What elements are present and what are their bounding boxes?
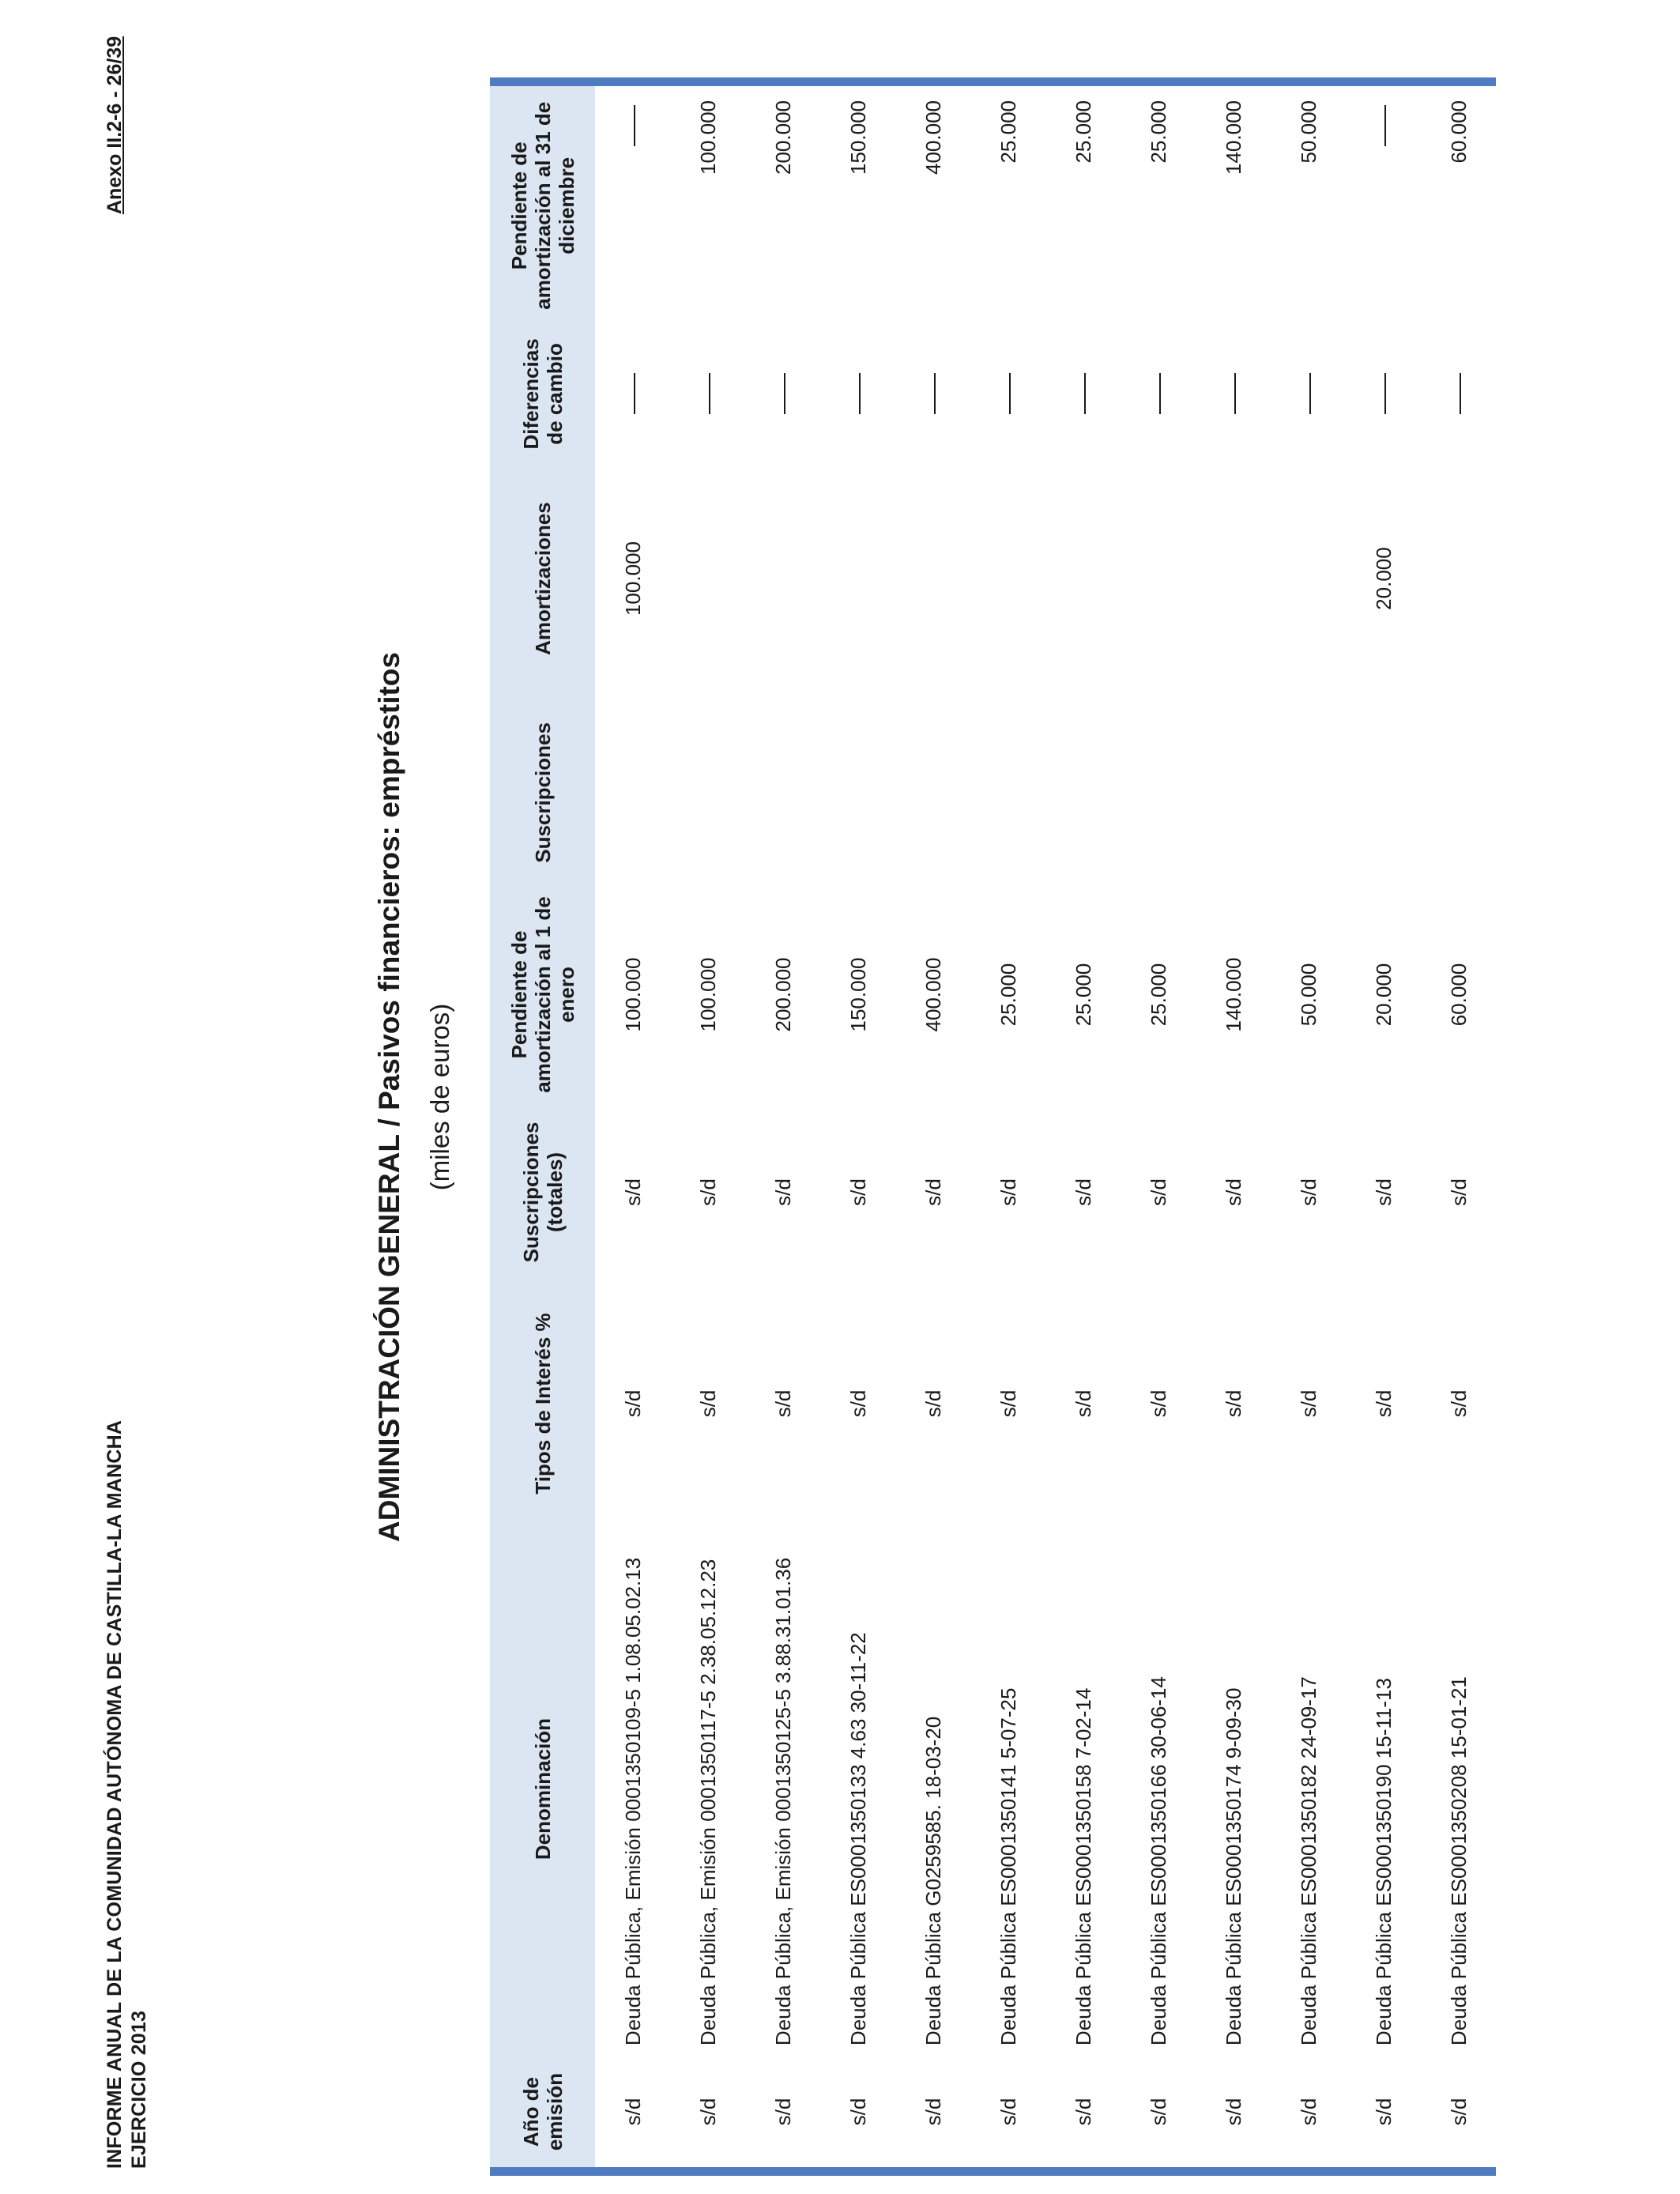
cell-suscripciones bbox=[1421, 695, 1496, 891]
cell-diferencias-cambio bbox=[895, 326, 970, 463]
cell-pendiente-diciembre: 50.000 bbox=[1296, 100, 1320, 164]
nil-dash bbox=[859, 373, 861, 414]
cell-pendiente-enero: 25.000 bbox=[1146, 963, 1170, 1027]
cell-denominacion: Deuda Pública, Emisión 0001350117-5 2.38.05.12.23 bbox=[695, 1559, 720, 2046]
cell-suscripciones bbox=[745, 695, 820, 891]
table-row bbox=[595, 86, 670, 2167]
cell-suscripciones-totales: s/d bbox=[1221, 1178, 1245, 1206]
nil-dash bbox=[1384, 373, 1386, 414]
nil-dash bbox=[1159, 373, 1161, 414]
cell-pendiente-diciembre: 140.000 bbox=[1221, 100, 1245, 175]
annex-reference: Anexo II.2-6 - 26/39 bbox=[104, 36, 126, 214]
cell-interes: s/d bbox=[1146, 1389, 1170, 1418]
cell-pendiente-enero: 50.000 bbox=[1296, 963, 1320, 1027]
column-header: Amortizaciones bbox=[490, 462, 595, 694]
cell-denominacion: Deuda Pública ES0001350190 15-11-13 bbox=[1371, 1678, 1396, 2046]
cell-pendiente-enero: 100.000 bbox=[695, 957, 720, 1032]
column-header: Suscripciones (totales) bbox=[490, 1099, 595, 1286]
cell-denominacion: Deuda Pública G0259585. 18-03-20 bbox=[921, 1716, 945, 2046]
cell-pendiente-enero: 140.000 bbox=[1221, 957, 1245, 1032]
cell-denominacion: Deuda Pública ES0001350141 5-07-25 bbox=[996, 1687, 1020, 2046]
cell-suscripciones bbox=[1045, 695, 1121, 891]
cell-suscripciones-totales: s/d bbox=[1146, 1178, 1170, 1206]
cell-diferencias-cambio bbox=[1121, 326, 1196, 463]
table-row bbox=[1346, 86, 1421, 2167]
debt-table-frame bbox=[490, 77, 1496, 2176]
cell-pendiente-diciembre bbox=[1346, 86, 1421, 326]
page-title: ADMINISTRACIÓN GENERAL / Pasivos financieros: empréstitos bbox=[373, 652, 405, 1542]
column-header: Tipos de Interés % bbox=[490, 1286, 595, 1521]
cell-anio: s/d bbox=[770, 2098, 795, 2126]
cell-diferencias-cambio bbox=[670, 326, 745, 463]
table-row bbox=[970, 86, 1045, 2167]
cell-pendiente-enero: 200.000 bbox=[770, 957, 795, 1032]
cell-amortizaciones bbox=[1045, 462, 1121, 694]
cell-denominacion: Deuda Pública ES0001350133 4.63 30-11-22 bbox=[846, 1632, 870, 2046]
cell-suscripciones bbox=[1346, 695, 1421, 891]
nil-dash bbox=[934, 373, 936, 414]
cell-pendiente-diciembre: 100.000 bbox=[695, 100, 720, 175]
report-header bbox=[103, 1420, 152, 2169]
cell-anio: s/d bbox=[695, 2098, 720, 2126]
cell-interes: s/d bbox=[996, 1389, 1020, 1418]
cell-anio: s/d bbox=[921, 2098, 945, 2126]
table-header-row bbox=[490, 86, 595, 2167]
cell-suscripciones-totales: s/d bbox=[770, 1178, 795, 1206]
cell-suscripciones-totales: s/d bbox=[996, 1178, 1020, 1206]
cell-suscripciones-totales: s/d bbox=[695, 1178, 720, 1206]
cell-suscripciones bbox=[820, 695, 895, 891]
cell-pendiente-diciembre: 150.000 bbox=[846, 100, 870, 175]
cell-suscripciones bbox=[670, 695, 745, 891]
page-subtitle: (miles de euros) bbox=[425, 1003, 454, 1191]
cell-interes: s/d bbox=[1446, 1389, 1471, 1418]
cell-suscripciones bbox=[595, 695, 670, 891]
cell-denominacion: Deuda Pública ES0001350166 30-06-14 bbox=[1146, 1676, 1170, 2046]
cell-suscripciones bbox=[970, 695, 1045, 891]
cell-interes: s/d bbox=[846, 1389, 870, 1418]
cell-interes: s/d bbox=[1296, 1389, 1320, 1418]
cell-suscripciones-totales: s/d bbox=[620, 1178, 645, 1206]
cell-amortizaciones bbox=[820, 462, 895, 694]
table-row bbox=[820, 86, 895, 2167]
table-row bbox=[745, 86, 820, 2167]
cell-pendiente-enero: 150.000 bbox=[846, 957, 870, 1032]
report-title: INFORME ANUAL DE LA COMUNIDAD AUTÓNOMA DE CASTILLA-LA MANCHA bbox=[104, 1419, 126, 2169]
cell-anio: s/d bbox=[1446, 2098, 1471, 2126]
cell-pendiente-enero: 25.000 bbox=[996, 963, 1020, 1027]
column-header: Pendiente de amortización al 1 de enero bbox=[490, 891, 595, 1099]
cell-amortizaciones bbox=[1271, 462, 1346, 694]
cell-suscripciones bbox=[1196, 695, 1271, 891]
column-header: Denominación bbox=[490, 1521, 595, 2056]
cell-diferencias-cambio bbox=[1421, 326, 1496, 463]
nil-dash bbox=[634, 105, 635, 146]
cell-suscripciones-totales: s/d bbox=[846, 1178, 870, 1206]
cell-anio: s/d bbox=[1221, 2098, 1245, 2126]
nil-dash bbox=[1309, 373, 1311, 414]
cell-anio: s/d bbox=[1146, 2098, 1170, 2126]
nil-dash bbox=[634, 373, 635, 414]
cell-suscripciones bbox=[1121, 695, 1196, 891]
cell-anio: s/d bbox=[996, 2098, 1020, 2126]
cell-pendiente-enero: 25.000 bbox=[1071, 963, 1095, 1027]
cell-amortizaciones bbox=[970, 462, 1045, 694]
cell-suscripciones-totales: s/d bbox=[1446, 1178, 1471, 1206]
nil-dash bbox=[1009, 373, 1011, 414]
cell-suscripciones-totales: s/d bbox=[921, 1178, 945, 1206]
cell-pendiente-enero: 400.000 bbox=[921, 957, 945, 1032]
cell-interes: s/d bbox=[921, 1389, 945, 1418]
table-row bbox=[895, 86, 970, 2167]
cell-amortizaciones bbox=[1196, 462, 1271, 694]
table-row bbox=[1196, 86, 1271, 2167]
column-header: Pendiente de amortización al 31 de diciembre bbox=[490, 86, 595, 326]
nil-dash bbox=[1234, 373, 1236, 414]
cell-interes: s/d bbox=[1371, 1389, 1396, 1418]
cell-diferencias-cambio bbox=[1346, 326, 1421, 463]
table-row bbox=[670, 86, 745, 2167]
column-header: Suscripciones bbox=[490, 695, 595, 891]
cell-diferencias-cambio bbox=[1045, 326, 1121, 463]
cell-pendiente-diciembre: 25.000 bbox=[996, 100, 1020, 164]
cell-amortizaciones bbox=[895, 462, 970, 694]
table-body bbox=[595, 86, 1496, 2167]
cell-interes: s/d bbox=[770, 1389, 795, 1418]
cell-pendiente-enero: 20.000 bbox=[1371, 963, 1396, 1027]
cell-suscripciones-totales: s/d bbox=[1371, 1178, 1396, 1206]
cell-diferencias-cambio bbox=[1196, 326, 1271, 463]
cell-denominacion: Deuda Pública ES0001350158 7-02-14 bbox=[1071, 1687, 1095, 2046]
table-row bbox=[1271, 86, 1346, 2167]
nil-dash bbox=[1460, 373, 1461, 414]
cell-anio: s/d bbox=[1296, 2098, 1320, 2126]
cell-amortizaciones: 20.000 bbox=[1371, 547, 1396, 610]
cell-anio: s/d bbox=[846, 2098, 870, 2126]
table-row bbox=[1421, 86, 1496, 2167]
cell-pendiente-diciembre: 25.000 bbox=[1146, 100, 1170, 164]
cell-denominacion: Deuda Pública ES0001350174 9-09-30 bbox=[1221, 1687, 1245, 2046]
cell-diferencias-cambio bbox=[745, 326, 820, 463]
cell-suscripciones-totales: s/d bbox=[1071, 1178, 1095, 1206]
debt-table bbox=[490, 86, 1496, 2167]
cell-suscripciones bbox=[895, 695, 970, 891]
cell-diferencias-cambio bbox=[970, 326, 1045, 463]
nil-dash bbox=[709, 373, 710, 414]
cell-denominacion: Deuda Pública, Emisión 0001350109-5 1.08.05.02.13 bbox=[620, 1557, 645, 2046]
cell-pendiente-diciembre: 60.000 bbox=[1446, 100, 1471, 164]
cell-pendiente-diciembre: 25.000 bbox=[1071, 100, 1095, 164]
nil-dash bbox=[1384, 105, 1386, 146]
cell-diferencias-cambio bbox=[820, 326, 895, 463]
cell-denominacion: Deuda Pública ES0001350182 24-09-17 bbox=[1296, 1676, 1320, 2046]
cell-anio: s/d bbox=[1071, 2098, 1095, 2126]
nil-dash bbox=[784, 373, 785, 414]
cell-interes: s/d bbox=[620, 1389, 645, 1418]
cell-diferencias-cambio bbox=[1271, 326, 1346, 463]
exercise-year: EJERCICIO 2013 bbox=[128, 2010, 150, 2169]
table-row bbox=[1045, 86, 1121, 2167]
cell-amortizaciones: 100.000 bbox=[620, 541, 645, 616]
cell-pendiente-diciembre bbox=[595, 86, 670, 326]
cell-interes: s/d bbox=[695, 1389, 720, 1418]
nil-dash bbox=[1084, 373, 1086, 414]
cell-pendiente-diciembre: 400.000 bbox=[921, 100, 945, 175]
cell-diferencias-cambio bbox=[595, 326, 670, 463]
cell-interes: s/d bbox=[1221, 1389, 1245, 1418]
column-header: Año de emisión bbox=[490, 2056, 595, 2167]
cell-suscripciones bbox=[1271, 695, 1346, 891]
cell-amortizaciones bbox=[1121, 462, 1196, 694]
cell-interes: s/d bbox=[1071, 1389, 1095, 1418]
cell-amortizaciones bbox=[670, 462, 745, 694]
cell-denominacion: Deuda Pública, Emisión 0001350125-5 3.88.31.01.36 bbox=[770, 1557, 795, 2046]
cell-denominacion: Deuda Pública ES0001350208 15-01-21 bbox=[1446, 1676, 1471, 2046]
cell-pendiente-enero: 60.000 bbox=[1446, 963, 1471, 1027]
cell-amortizaciones bbox=[1421, 462, 1496, 694]
cell-suscripciones-totales: s/d bbox=[1296, 1178, 1320, 1206]
cell-anio: s/d bbox=[1371, 2098, 1396, 2126]
column-header: Diferencias de cambio bbox=[490, 326, 595, 463]
table-row bbox=[1121, 86, 1196, 2167]
cell-pendiente-enero: 100.000 bbox=[620, 957, 645, 1032]
cell-amortizaciones bbox=[745, 462, 820, 694]
cell-anio: s/d bbox=[620, 2098, 645, 2126]
cell-pendiente-diciembre: 200.000 bbox=[770, 100, 795, 175]
